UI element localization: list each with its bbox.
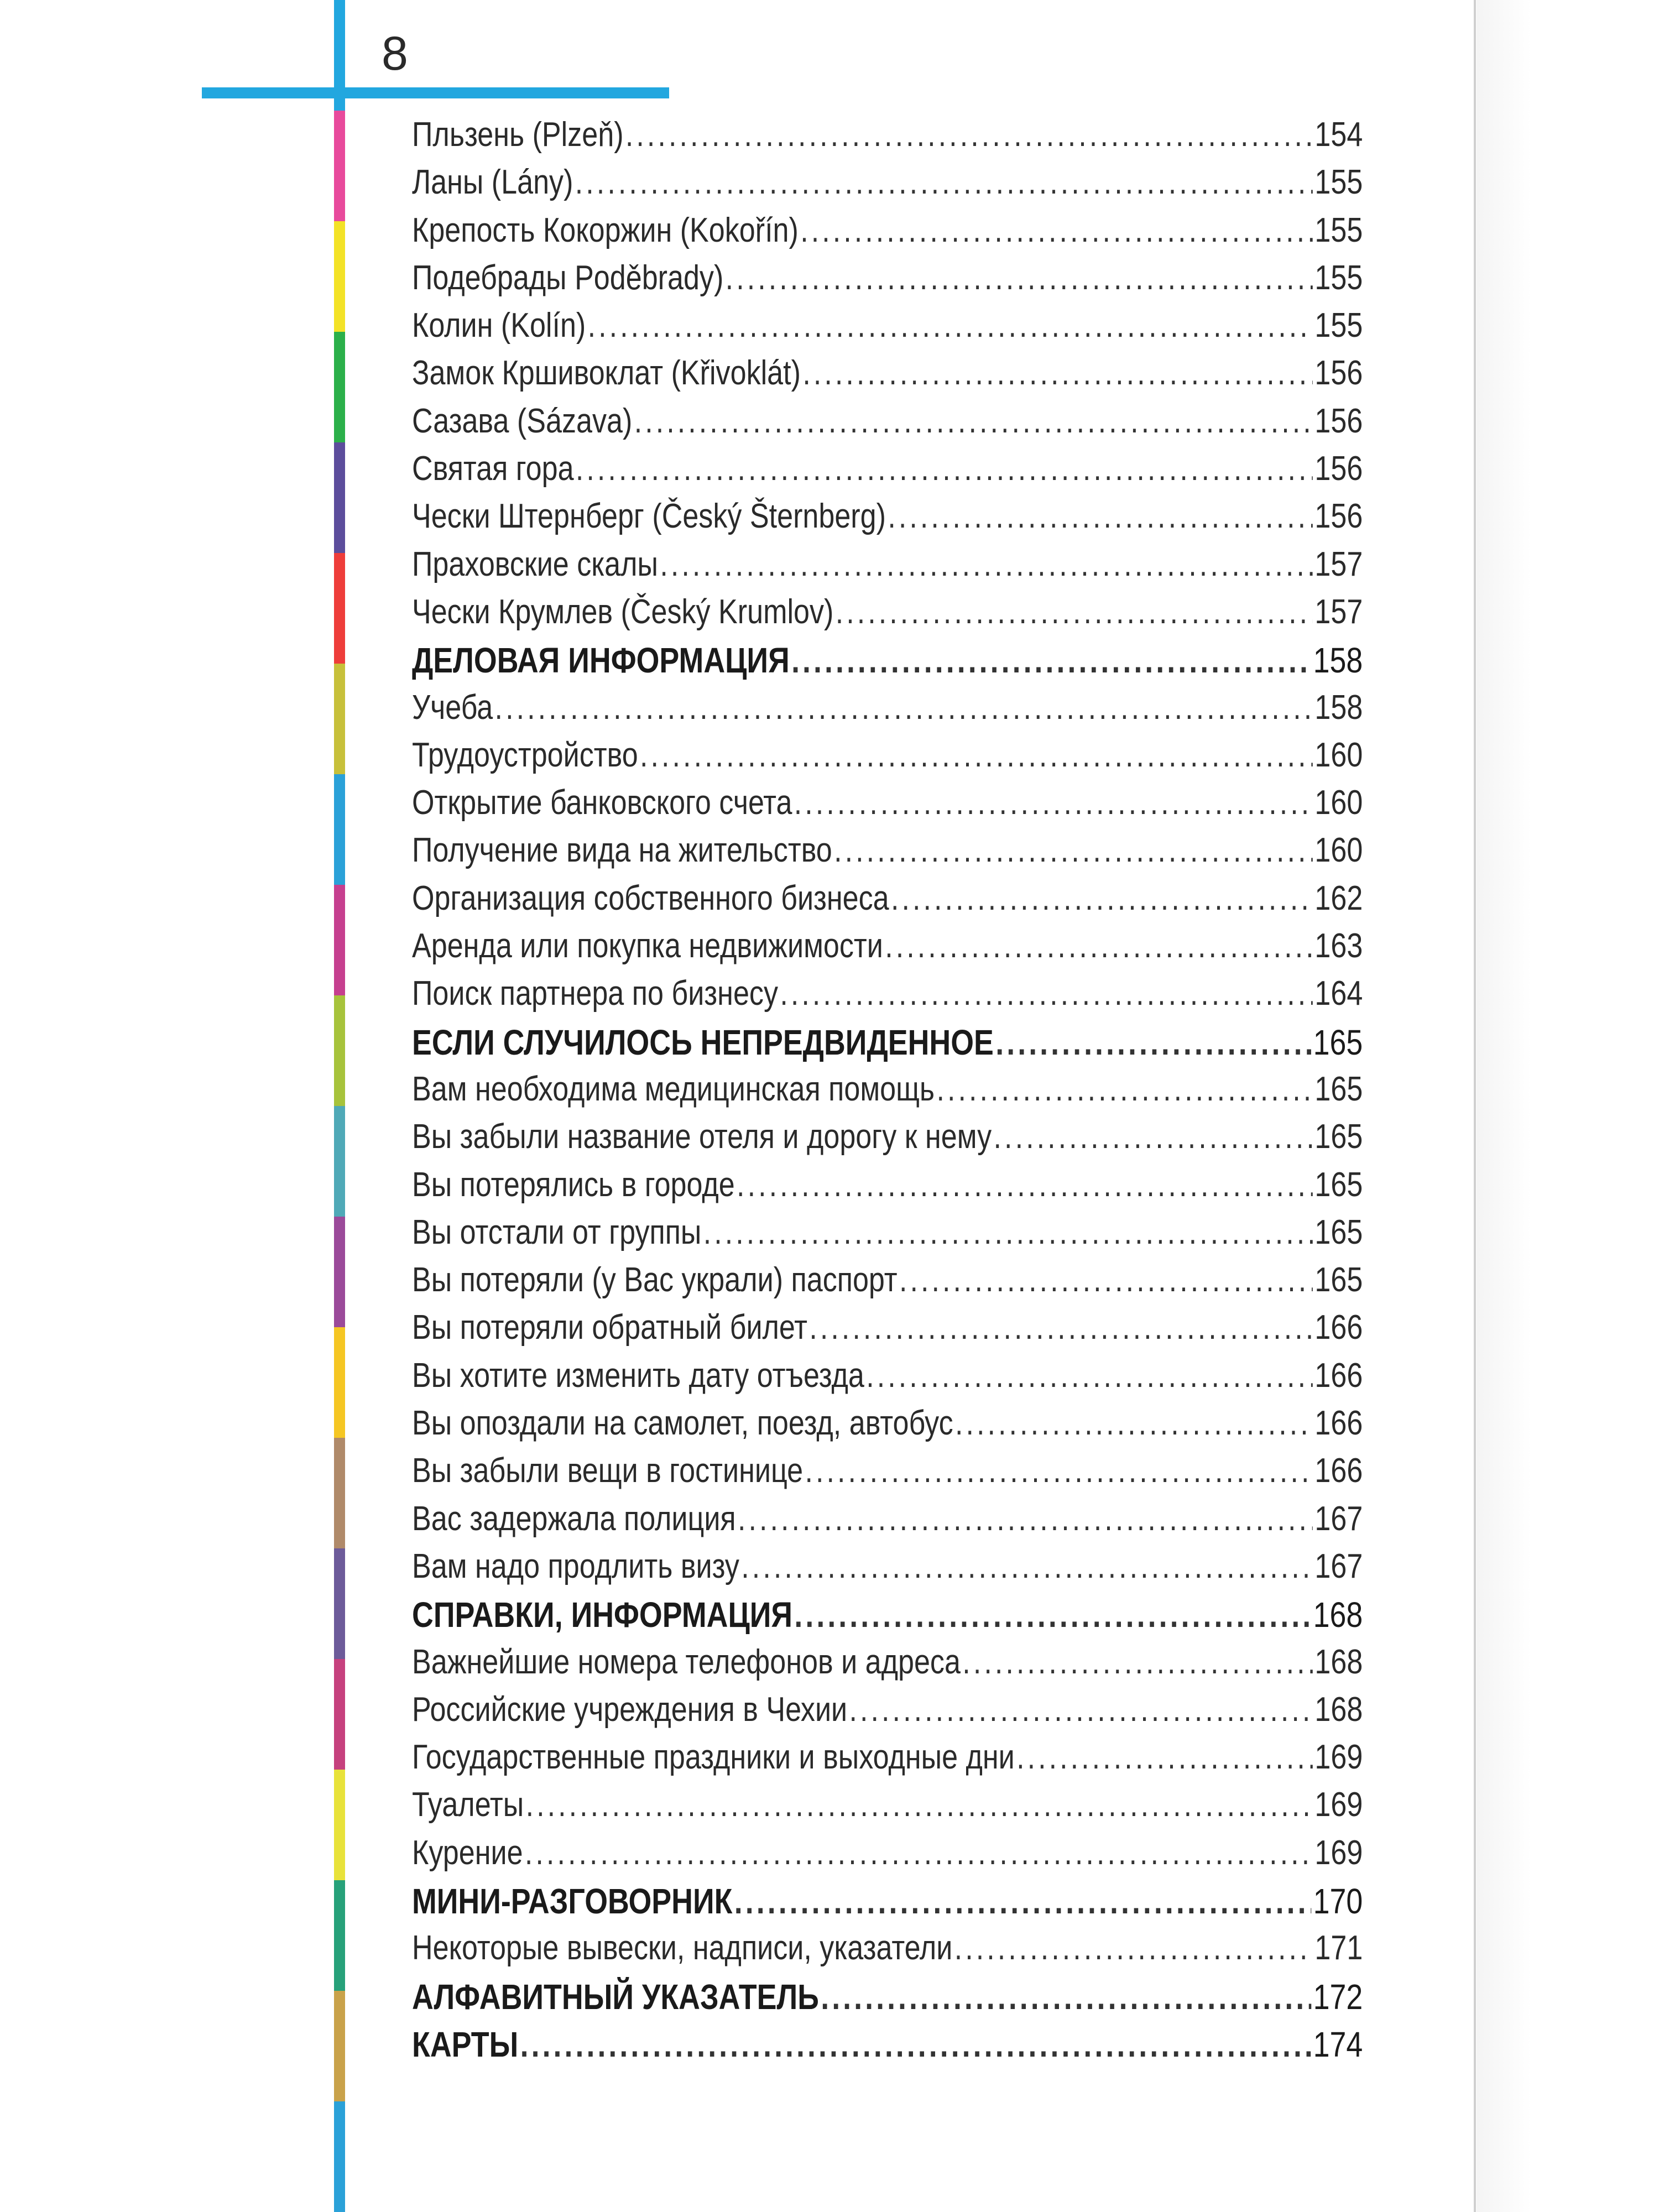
toc-entry-page: 169 (1314, 1786, 1363, 1824)
toc-entry-page: 170 (1313, 1881, 1363, 1921)
toc-dot-leader (726, 258, 1313, 298)
toc-entry-page: 164 (1314, 974, 1363, 1013)
toc-entry (412, 1642, 1363, 1690)
toc-entry-title: Открытие банковского счета (412, 784, 792, 822)
toc-entry-page: 169 (1314, 1833, 1363, 1872)
color-strip-segment (334, 885, 345, 995)
toc-dot-leader (891, 879, 1313, 918)
color-strip-segment (334, 332, 345, 442)
toc-dot-leader (780, 974, 1313, 1013)
toc-dot-leader (821, 1976, 1311, 2017)
toc-dot-leader (962, 1642, 1313, 1682)
toc-dot-leader (703, 1213, 1313, 1252)
toc-entry (412, 1451, 1363, 1499)
toc-dot-leader (625, 115, 1313, 154)
toc-entry-title: Ланы (Lány) (412, 163, 573, 202)
toc-entry-title: Колин (Kolín) (412, 306, 586, 345)
toc-entry-title: Вы забыли название отеля и дорогу к нему (412, 1118, 992, 1156)
toc-entry-page: 155 (1314, 163, 1363, 202)
toc-entry-title: СПРАВКИ, ИНФОРМАЦИЯ (412, 1595, 793, 1635)
toc-entry-title: Поиск партнера по бизнесу (412, 974, 778, 1013)
toc-entry-title: Государственные праздники и выходные дни (412, 1738, 1015, 1777)
toc-dot-leader (800, 211, 1313, 250)
toc-section-entry (412, 1976, 1363, 2024)
toc-entry (412, 1690, 1363, 1738)
toc-entry-title: Святая гора (412, 450, 574, 488)
toc-dot-leader (791, 640, 1311, 681)
toc-entry-title: АЛФАВИТНЫЙ УКАЗАТЕЛЬ (412, 1976, 819, 2017)
toc-dot-leader (738, 1499, 1313, 1538)
toc-entry-title: Вам надо продлить визу (412, 1547, 739, 1585)
page-edge-line (1474, 0, 1476, 2212)
toc-entry-title: Вы опоздали на самолет, поезд, автобус (412, 1404, 953, 1443)
toc-entry-page: 166 (1314, 1356, 1363, 1395)
color-strip-segment (334, 774, 345, 885)
toc-dot-leader (849, 1690, 1313, 1729)
color-strip-segment (334, 1770, 345, 1880)
toc-entry (412, 306, 1363, 353)
toc-section-entry (412, 640, 1363, 687)
toc-dot-leader (526, 1785, 1313, 1824)
color-strip-segment (334, 2101, 345, 2212)
color-strip-segment (334, 1106, 345, 1217)
toc-entry-title: Аренда или покупка недвижимости (412, 927, 883, 966)
toc-entry-title: Вы хотите изменить дату отъезда (412, 1356, 864, 1395)
color-strip-segment (334, 1217, 345, 1327)
toc-entry-page: 165 (1313, 1022, 1363, 1062)
toc-dot-leader (575, 163, 1313, 202)
toc-entry-page: 156 (1314, 401, 1363, 440)
toc-entry-page: 168 (1313, 1595, 1363, 1635)
toc-entry-page: 156 (1314, 450, 1363, 488)
color-strip-segment (334, 111, 345, 221)
toc-entry-title: ДЕЛОВАЯ ИНФОРМАЦИЯ (412, 640, 790, 681)
table-of-contents (412, 115, 1363, 2072)
toc-entry-page: 155 (1314, 211, 1363, 249)
toc-dot-leader (899, 1260, 1313, 1300)
toc-entry (412, 1356, 1363, 1404)
toc-entry-page: 160 (1314, 831, 1363, 870)
toc-entry-title: Чески Штернберг (Český Šternberg) (412, 497, 886, 536)
toc-dot-leader (994, 1117, 1313, 1156)
toc-entry-title: ЕСЛИ СЛУЧИЛОСЬ НЕПРЕДВИДЕННОЕ (412, 1022, 994, 1062)
toc-entry (412, 1547, 1363, 1594)
toc-entry-page: 156 (1314, 354, 1363, 393)
toc-entry-title: Праховские скалы (412, 545, 658, 583)
toc-entry-title: Вы потеряли (у Вас украли) паспорт (412, 1261, 898, 1300)
toc-dot-leader (834, 831, 1313, 870)
toc-entry-title: Крепость Кокоржин (Kokořín) (412, 211, 799, 249)
toc-entry-page: 160 (1314, 784, 1363, 822)
toc-entry-page: 167 (1314, 1499, 1363, 1538)
toc-entry-page: 154 (1314, 116, 1363, 154)
toc-dot-leader (634, 401, 1313, 441)
toc-entry-title: КАРТЫ (412, 2024, 519, 2064)
toc-entry-page: 171 (1314, 1929, 1363, 1968)
toc-entry (412, 401, 1363, 449)
toc-entry-title: Вас задержала полиция (412, 1499, 736, 1538)
toc-entry (412, 1404, 1363, 1451)
toc-entry (412, 497, 1363, 544)
toc-dot-leader (1016, 1738, 1313, 1777)
toc-entry (412, 1785, 1363, 1833)
toc-entry-page: 157 (1314, 592, 1363, 631)
toc-entry-page: 155 (1314, 258, 1363, 297)
toc-entry (412, 1928, 1363, 1976)
color-strip-segment (334, 221, 345, 332)
toc-dot-leader (888, 497, 1313, 536)
toc-entry-title: Вы отстали от группы (412, 1213, 702, 1251)
toc-entry-title: Сазава (Sázava) (412, 401, 633, 440)
toc-dot-leader (794, 1594, 1311, 1635)
color-strip-segment (334, 1991, 345, 2101)
toc-entry (412, 783, 1363, 831)
toc-entry-title: Российские учреждения в Чехии (412, 1690, 848, 1729)
toc-entry-title: Подебрады Poděbrady) (412, 258, 724, 297)
toc-entry (412, 1165, 1363, 1213)
toc-dot-leader (866, 1356, 1313, 1395)
toc-entry-page: 166 (1314, 1308, 1363, 1347)
toc-dot-leader (640, 735, 1313, 775)
toc-entry (412, 1833, 1363, 1881)
color-strip-segment (334, 1548, 345, 1659)
toc-entry-page: 165 (1314, 1070, 1363, 1108)
toc-entry-title: Некоторые вывески, надписи, указатели (412, 1929, 953, 1968)
toc-dot-leader (836, 592, 1313, 632)
page-number: 8 (382, 27, 408, 80)
toc-dot-leader (805, 1451, 1313, 1490)
toc-entry (412, 449, 1363, 497)
color-strip-segment (334, 664, 345, 774)
toc-entry-title: Получение вида на жительство (412, 831, 832, 870)
toc-dot-leader (660, 545, 1313, 584)
toc-dot-leader (802, 353, 1313, 393)
toc-entry-page: 172 (1313, 1976, 1363, 2017)
toc-entry-page: 165 (1314, 1118, 1363, 1156)
toc-entry-title: Вам необходима медицинская помощь (412, 1070, 935, 1108)
color-strip-segment (334, 1659, 345, 1770)
toc-entry (412, 1308, 1363, 1355)
toc-dot-leader (995, 1022, 1311, 1063)
toc-section-entry (412, 1594, 1363, 1642)
toc-entry-page: 169 (1314, 1738, 1363, 1777)
color-strip-segment (334, 442, 345, 553)
toc-entry (412, 115, 1363, 163)
toc-entry (412, 1260, 1363, 1308)
toc-entry-title: Пльзень (Plzeň) (412, 116, 624, 154)
toc-entry-page: 163 (1314, 927, 1363, 966)
toc-entry-title: Организация собственного бизнеса (412, 879, 889, 917)
toc-dot-leader (495, 688, 1313, 727)
toc-entry (412, 1070, 1363, 1117)
toc-entry (412, 1117, 1363, 1165)
toc-entry-title: Вы забыли вещи в гостинице (412, 1452, 804, 1490)
toc-dot-leader (576, 449, 1313, 488)
toc-entry (412, 1738, 1363, 1785)
toc-entry-page: 158 (1314, 688, 1363, 727)
toc-entry-page: 157 (1314, 545, 1363, 583)
toc-entry-title: Курение (412, 1833, 523, 1872)
toc-dot-leader (734, 1881, 1311, 1922)
toc-section-entry (412, 1881, 1363, 1928)
page-edge (1477, 0, 1659, 2212)
toc-entry-title: Вы потерялись в городе (412, 1165, 735, 1204)
toc-entry-title: Туалеты (412, 1786, 524, 1824)
toc-entry-page: 158 (1313, 640, 1363, 681)
toc-section-entry (412, 2024, 1363, 2072)
horizontal-accent-line (202, 87, 669, 98)
toc-entry (412, 163, 1363, 210)
toc-entry-page: 166 (1314, 1404, 1363, 1443)
toc-dot-leader (520, 2024, 1312, 2065)
toc-entry (412, 735, 1363, 783)
toc-entry-page: 155 (1314, 306, 1363, 345)
color-strip (334, 111, 345, 2212)
toc-entry-page: 174 (1313, 2024, 1363, 2064)
toc-entry-page: 160 (1314, 735, 1363, 774)
toc-entry-page: 166 (1314, 1452, 1363, 1490)
toc-entry-title: Важнейшие номера телефонов и адреса (412, 1642, 961, 1681)
toc-entry (412, 545, 1363, 592)
toc-entry-page: 168 (1314, 1690, 1363, 1729)
toc-dot-leader (588, 306, 1313, 345)
toc-dot-leader (936, 1070, 1313, 1109)
toc-dot-leader (955, 1404, 1313, 1443)
toc-entry (412, 688, 1363, 735)
toc-entry-title: Трудоустройство (412, 735, 638, 774)
toc-entry (412, 258, 1363, 306)
toc-entry-page: 165 (1314, 1213, 1363, 1251)
toc-entry (412, 974, 1363, 1021)
toc-entry-page: 162 (1314, 879, 1363, 917)
toc-dot-leader (525, 1833, 1313, 1872)
color-strip-segment (334, 1880, 345, 1991)
toc-entry (412, 1499, 1363, 1547)
toc-dot-leader (737, 1165, 1313, 1204)
color-strip-segment (334, 1327, 345, 1438)
toc-entry (412, 926, 1363, 974)
toc-entry-title: Замок Кршивоклат (Křivoklát) (412, 354, 801, 393)
toc-dot-leader (885, 926, 1313, 966)
toc-entry (412, 831, 1363, 878)
toc-dot-leader (741, 1547, 1313, 1586)
toc-entry-title: Учеба (412, 688, 493, 727)
toc-entry (412, 211, 1363, 258)
toc-entry-page: 168 (1314, 1642, 1363, 1681)
color-strip-segment (334, 1438, 345, 1548)
toc-dot-leader (809, 1308, 1313, 1347)
toc-dot-leader (794, 783, 1313, 822)
toc-entry-title: МИНИ-РАЗГОВОРНИК (412, 1881, 733, 1921)
toc-dot-leader (954, 1928, 1313, 1968)
toc-entry-title: Чески Крумлев (Český Krumlov) (412, 592, 834, 631)
toc-entry-page: 165 (1314, 1261, 1363, 1300)
toc-entry-title: Вы потеряли обратный билет (412, 1308, 808, 1347)
toc-entry-page: 167 (1314, 1547, 1363, 1585)
toc-entry-page: 165 (1314, 1165, 1363, 1204)
toc-entry (412, 1213, 1363, 1260)
toc-entry-page: 156 (1314, 497, 1363, 536)
toc-entry (412, 592, 1363, 640)
toc-entry (412, 879, 1363, 926)
toc-section-entry (412, 1022, 1363, 1070)
color-strip-segment (334, 553, 345, 664)
color-strip-segment (334, 995, 345, 1106)
toc-entry (412, 353, 1363, 401)
